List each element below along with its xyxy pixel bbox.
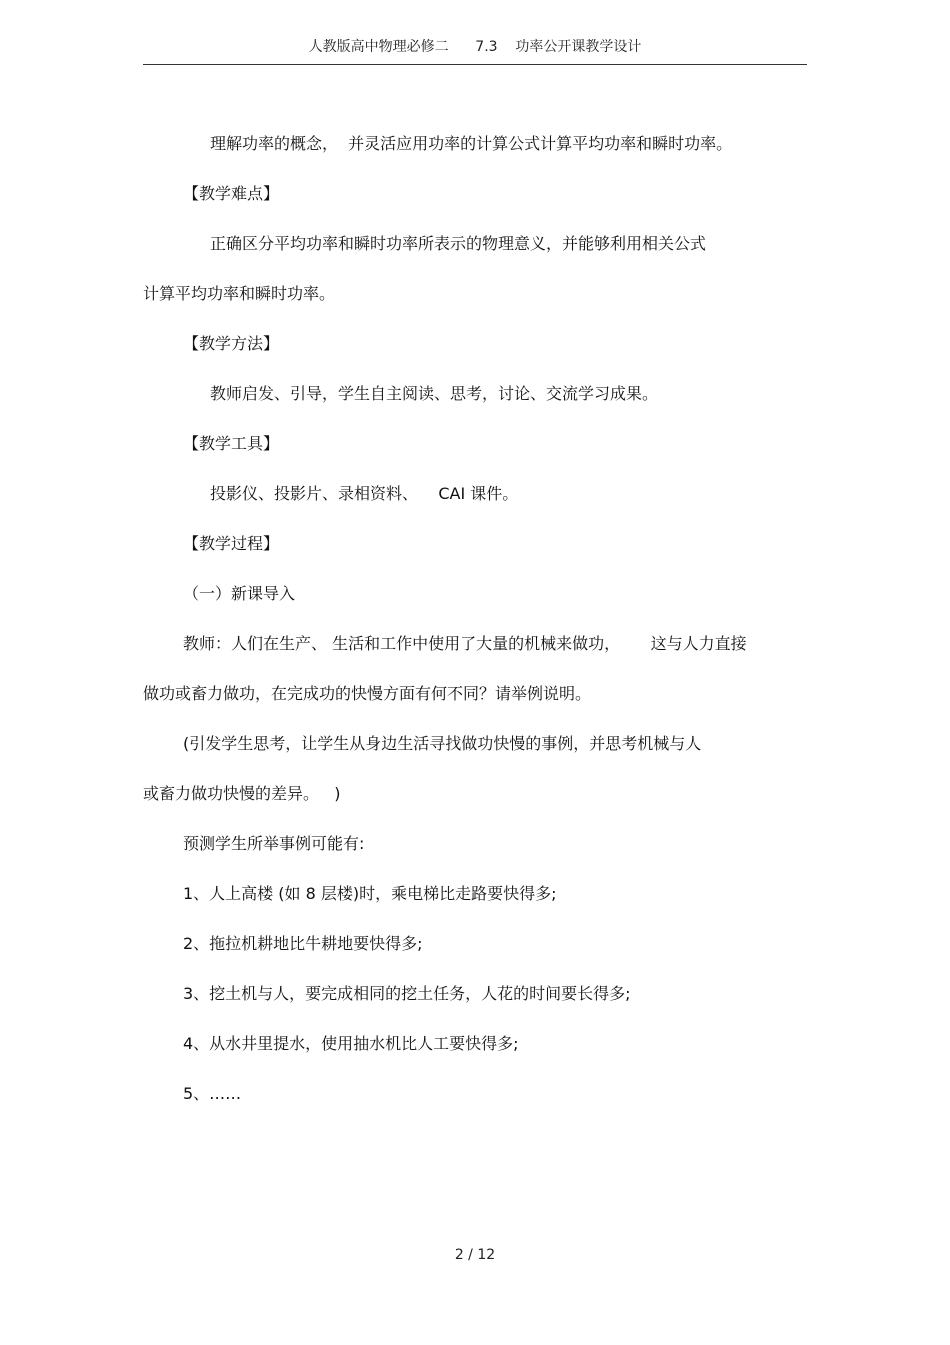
difficulty-text-line1: 正确区分平均功率和瞬时功率所表示的物理意义，并能够利用相关公式 (210, 234, 707, 253)
teacher-text-line2: 做功或畜力做功，在完成功的快慢方面有何不同？请举例说明。 (143, 684, 592, 703)
process-heading: 【教学过程】 (183, 534, 280, 553)
tools-text: 投影仪、投影片、录相资料、 CAI 课件。 (210, 484, 519, 503)
prediction-text: 预测学生所举事例可能有: (183, 834, 365, 853)
section-intro-heading: （一）新课导入 (183, 584, 296, 603)
tools-heading: 【教学工具】 (183, 434, 280, 453)
note-text-line1: (引发学生思考，让学生从身边生活寻找做功快慢的事例，并思考机械与人 (183, 734, 702, 753)
page-number: 2 / 12 (454, 1247, 496, 1263)
teacher-text-line1: 教师：人们在生产、 生活和工作中使用了大量的机械来做功， 这与人力直接 (183, 634, 747, 653)
page-header: 人教版高中物理必修二 7.3 功率公开课教学设计 (143, 38, 807, 65)
list-item: 4、从水井里提水，使用抽水机比人工要快得多; (183, 1034, 519, 1053)
objective-text: 理解功率的概念， 并灵活应用功率的计算公式计算平均功率和瞬时功率。 (210, 134, 733, 153)
list-item: 1、人上高楼 (如 8 层楼)时，乘电梯比走路要快得多; (183, 884, 557, 903)
difficulty-text-line2: 计算平均功率和瞬时功率。 (143, 284, 336, 303)
list-item: 5、…… (183, 1084, 242, 1103)
list-item: 3、挖土机与人，要完成相同的挖土任务，人花的时间要长得多; (183, 984, 631, 1003)
list-item: 2、拖拉机耕地比牛耕地要快得多; (183, 934, 423, 953)
difficulty-heading: 【教学难点】 (183, 184, 280, 203)
method-heading: 【教学方法】 (183, 334, 280, 353)
note-text-line2: 或畜力做功快慢的差异。 ) (143, 784, 341, 803)
method-text: 教师启发、引导，学生自主阅读、思考，讨论、交流学习成果。 (210, 384, 659, 403)
